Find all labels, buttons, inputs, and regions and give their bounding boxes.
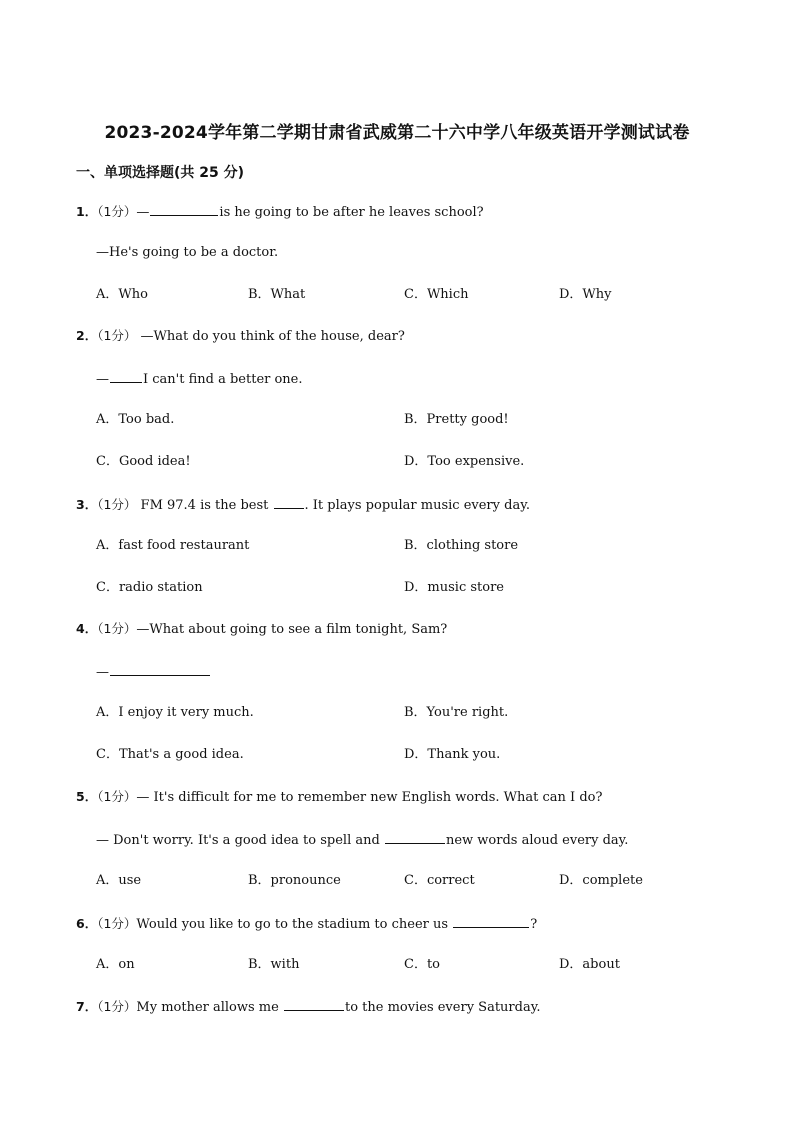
- answer-blank[interactable]: [453, 914, 529, 928]
- question-text-pre: Would you like to go to the stadium to cheer us: [136, 917, 449, 932]
- response-pre: —: [96, 665, 109, 680]
- question-points: （1分）: [97, 916, 137, 931]
- option-c[interactable]: C．Good idea!: [96, 454, 191, 469]
- question-text: —What do you think of the house, dear?: [140, 329, 405, 344]
- option-d[interactable]: D．complete: [559, 873, 643, 888]
- question-points: （1分）: [97, 328, 137, 343]
- option-b[interactable]: B．clothing store: [404, 538, 519, 553]
- question-1: [76, 202, 484, 222]
- question-number: 6．: [76, 916, 98, 931]
- option-d[interactable]: D．music store: [404, 580, 504, 595]
- option-c[interactable]: C．correct: [404, 873, 475, 888]
- option-a[interactable]: A．on: [96, 957, 135, 972]
- option-b[interactable]: B．with: [248, 957, 300, 972]
- option-d[interactable]: D．Thank you.: [404, 747, 501, 762]
- option-a[interactable]: A．Too bad.: [96, 412, 175, 427]
- question-points: （1分）: [97, 497, 137, 512]
- page-title: 2023-2024学年第二学期甘肃省武威第二十六中学八年级英语开学测试试卷: [104, 123, 690, 143]
- question-5-response: [96, 830, 628, 850]
- option-c[interactable]: C．radio station: [96, 580, 203, 595]
- answer-blank[interactable]: [110, 369, 142, 383]
- response-post: I can't find a better one.: [143, 372, 303, 387]
- question-2-response: [96, 369, 303, 389]
- question-points: （1分）: [97, 621, 137, 636]
- question-7: [76, 997, 540, 1017]
- option-d[interactable]: D．Why: [559, 287, 612, 302]
- option-a[interactable]: A．Who: [96, 287, 148, 302]
- question-points: （1分）: [97, 999, 137, 1014]
- question-points: （1分）: [97, 204, 137, 219]
- response-pre: —: [96, 372, 109, 387]
- option-c[interactable]: C．Which: [404, 287, 469, 302]
- option-b[interactable]: B．You're right.: [404, 705, 509, 720]
- question-1-response: —He's going to be a doctor.: [96, 245, 279, 260]
- section-heading: 一、单项选择题(共 25 分): [76, 165, 245, 181]
- option-c[interactable]: C．to: [404, 957, 440, 972]
- question-number: 2．: [76, 328, 98, 343]
- question-number: 4．: [76, 621, 98, 636]
- question-text: —What about going to see a film tonight, Sam?: [136, 622, 448, 637]
- question-number: 5．: [76, 789, 98, 804]
- question-3: [76, 495, 530, 515]
- option-a[interactable]: A．fast food restaurant: [96, 538, 250, 553]
- question-text-pre: My mother allows me: [136, 1000, 279, 1015]
- question-number: 3．: [76, 497, 98, 512]
- option-d[interactable]: D．about: [559, 957, 620, 972]
- answer-blank[interactable]: [274, 495, 304, 509]
- question-text-pre: FM 97.4 is the best: [140, 498, 269, 513]
- question-text-post: ?: [530, 917, 538, 932]
- option-c[interactable]: C．That's a good idea.: [96, 747, 244, 762]
- question-text-post: to the movies every Saturday.: [344, 1000, 541, 1015]
- response-post: new words aloud every day.: [445, 833, 629, 848]
- answer-blank[interactable]: [110, 662, 210, 676]
- option-a[interactable]: A．use: [96, 873, 142, 888]
- option-b[interactable]: B．What: [248, 287, 306, 302]
- question-number: 1．: [76, 204, 98, 219]
- question-6: [76, 914, 537, 934]
- question-5: [76, 788, 602, 807]
- question-text: — It's difficult for me to remember new English words. What can I do?: [136, 790, 603, 805]
- option-b[interactable]: B．pronounce: [248, 873, 341, 888]
- answer-blank[interactable]: [150, 202, 218, 216]
- question-4-response: [96, 662, 211, 682]
- option-a[interactable]: A．I enjoy it very much.: [96, 705, 254, 720]
- question-text-pre: —: [136, 205, 150, 220]
- question-text-post: . It plays popular music every day.: [304, 498, 530, 513]
- question-text-post: is he going to be after he leaves school?: [219, 205, 484, 220]
- question-4: [76, 620, 447, 639]
- option-d[interactable]: D．Too expensive.: [404, 454, 525, 469]
- question-number: 7．: [76, 999, 98, 1014]
- response-pre: — Don't worry. It's a good idea to spell and: [96, 833, 380, 848]
- question-points: （1分）: [97, 789, 137, 804]
- answer-blank[interactable]: [385, 830, 445, 844]
- answer-blank[interactable]: [284, 997, 344, 1011]
- option-b[interactable]: B．Pretty good!: [404, 412, 509, 427]
- question-2: [76, 327, 405, 346]
